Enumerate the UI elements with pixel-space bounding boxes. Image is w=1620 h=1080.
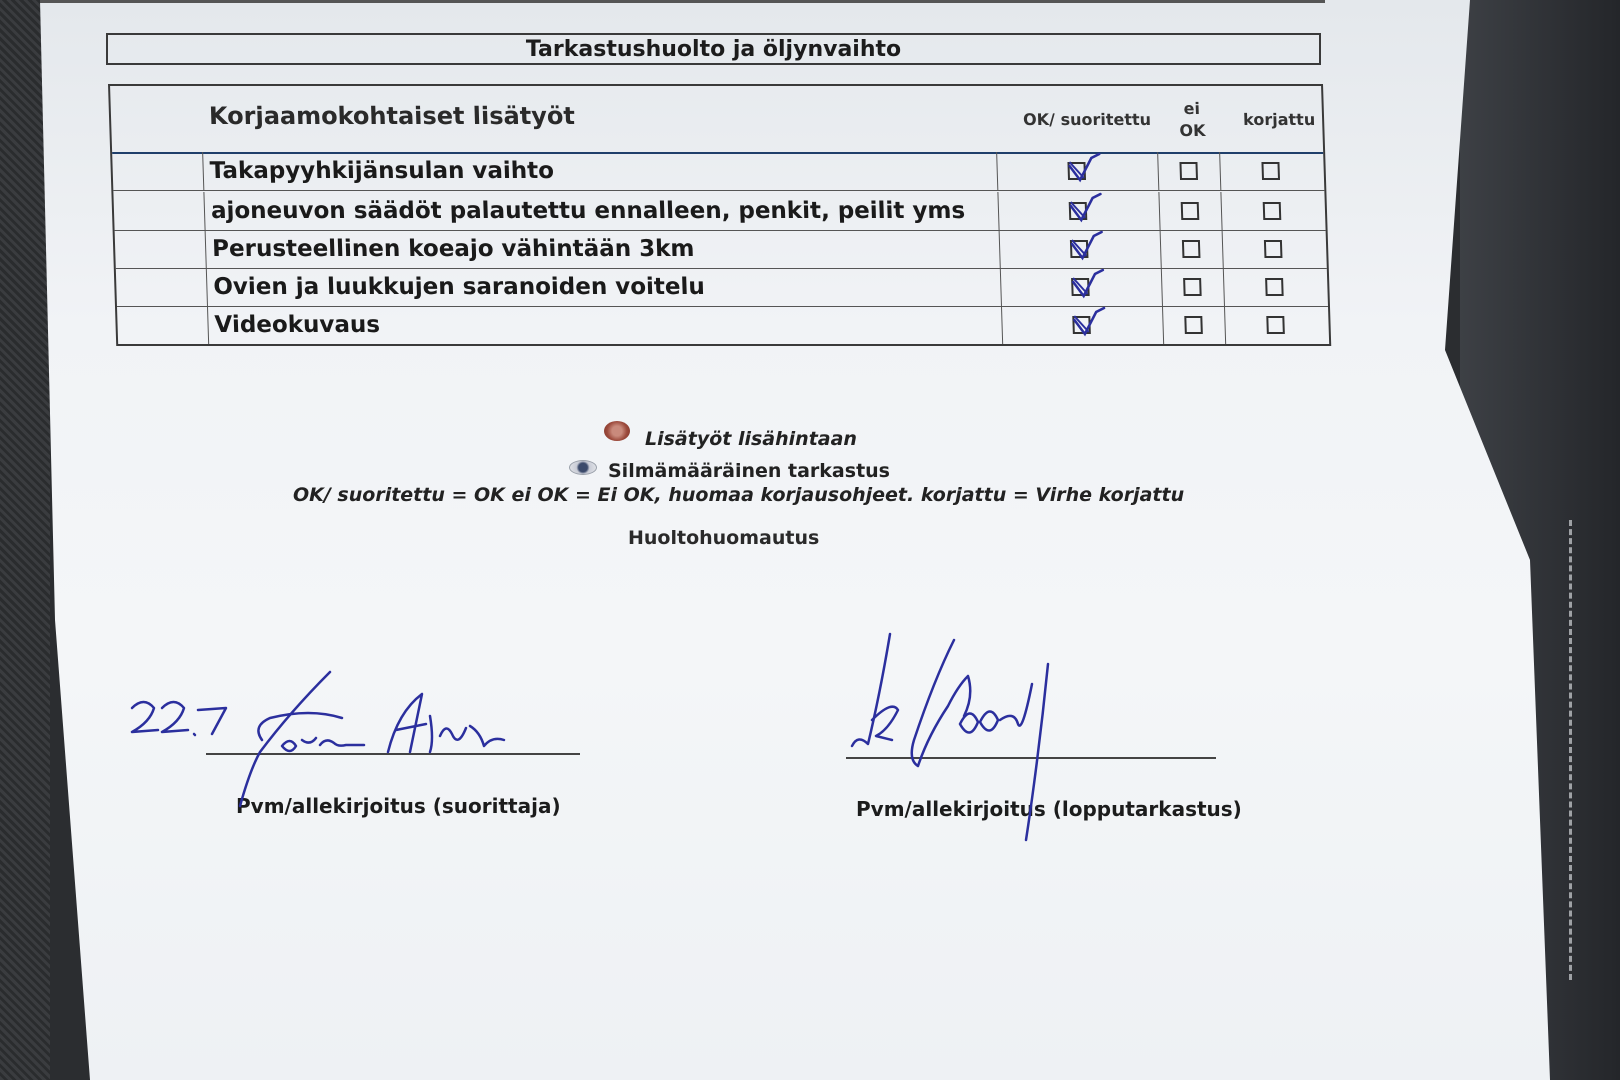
handwritten-date <box>132 702 158 732</box>
document-title: Tarkastushuolto ja öljynvaihto <box>106 33 1321 65</box>
row-label: Videokuvaus <box>207 306 1003 344</box>
row-label: Ovien ja luukkujen saranoiden voitelu <box>206 268 1002 306</box>
legend-explanation: OK/ suoritettu = OK ei OK = Ei OK, huomaa korjausohjeet. korjattu = Virhe korjattu <box>293 484 1185 506</box>
table-header-title: Korjaamokohtaiset lisätyöt <box>208 102 576 130</box>
legend-visual-check: Silmämääräinen tarkastus <box>608 460 890 482</box>
remark-title: Huoltohuomautus <box>628 527 820 549</box>
column-ok2-text: OK <box>1179 121 1206 140</box>
column-korjattu-label: korjattu <box>1242 110 1316 129</box>
signature-label-right: Pvm/allekirjoitus (lopputarkastus) <box>856 797 1242 821</box>
row-label: Takapyyhkijänsulan vaihto <box>202 152 998 190</box>
column-ei-text: ei <box>1183 99 1201 118</box>
column-ok-label: OK/ suoritettu <box>1022 110 1152 129</box>
row-label: ajoneuvon säädöt palautettu ennalleen, penkit, peilit yms <box>203 192 999 230</box>
legend-extra-work: Lisätyöt lisähintaan <box>645 428 857 450</box>
row-label: Perusteellinen koeajo vähintään 3km <box>205 230 1001 268</box>
signature-label-left: Pvm/allekirjoitus (suorittaja) <box>236 794 561 818</box>
